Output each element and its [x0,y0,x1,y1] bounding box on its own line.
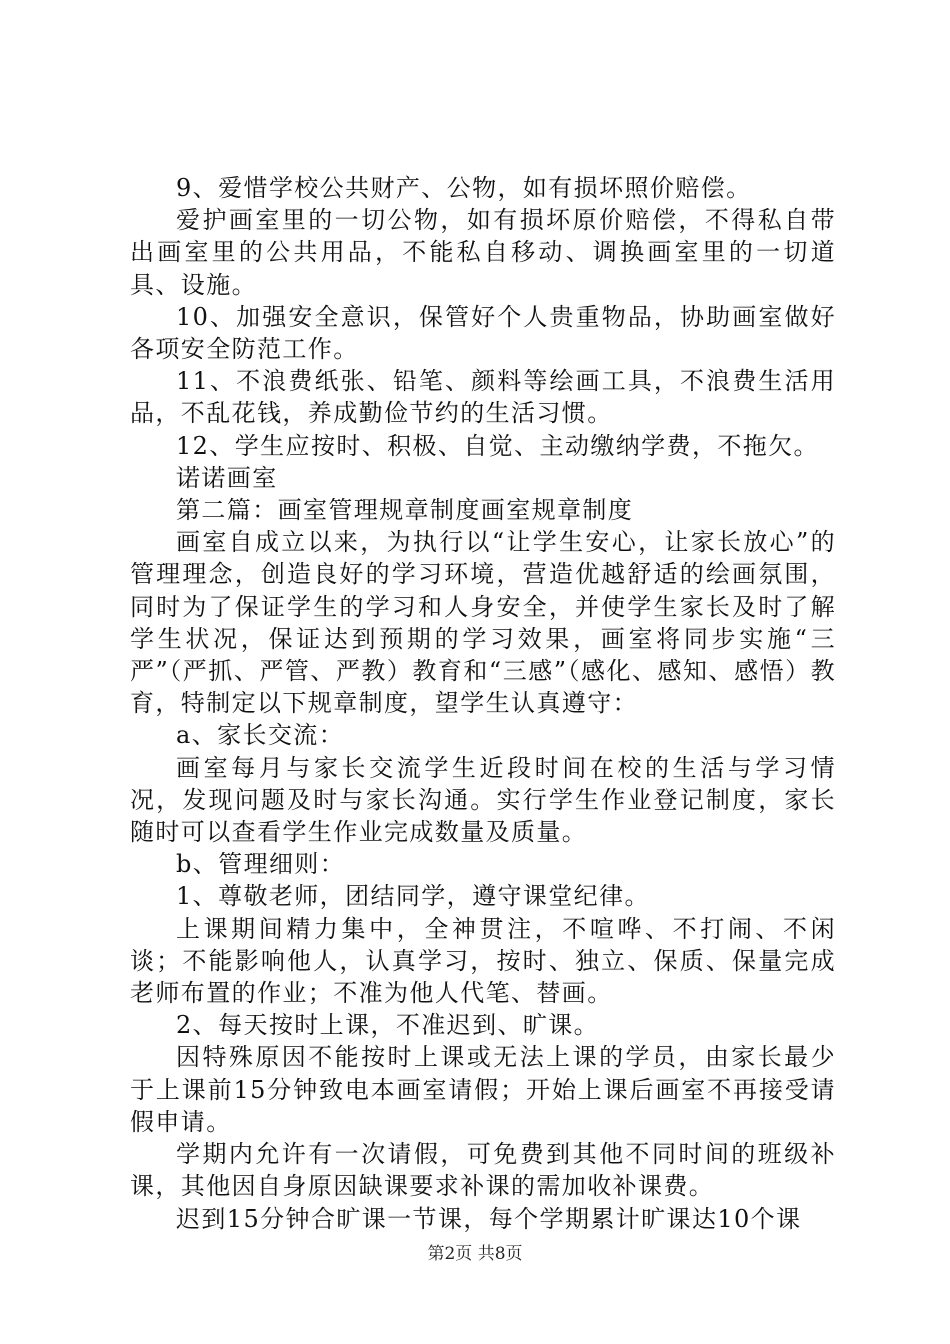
section-heading: 第二篇：画室管理规章制度画室规章制度 [176,496,634,525]
subheading-management-rules: b、管理细则： [176,850,346,879]
paragraph-rule-12: 12、学生应按时、积极、自觉、主动缴纳学费，不拖欠。 [176,431,819,460]
paragraph-lateness: 迟到15分钟合旷课一节课，每个学期累计旷课达10个课 [176,1204,802,1233]
paragraph-rule-9-detail: 爱护画室里的一切公物，如有损坏原价赔偿，不得私自带出画室里的公共用品，不能私自移动、调换画室里的一切道具、设施。 [130,206,836,299]
paragraph-rule-9: 9、爱惜学校公共财产、公物，如有损坏照价赔偿。 [176,174,752,202]
paragraph-make-up-class: 学期内允许有一次请假，可免费到其他不同时间的班级补课，其他因自身原因缺课要求补课的需加收补课费。 [130,1140,836,1201]
paragraph-intro: 画室自成立以来，为执行以“让学生安心，让家长放心”的管理理念，创造良好的学习环境，营造优越舒适的绘画氛围，同时为了保证学生的学习和人身安全，并使学生家长及时了解学生状况，保证达到预期的学习效果，画室将同步实施“三严”（严抓、严管、严教）教育和“三感”（感化、感知、感悟）教育，特制定以下规章制度，望学生认真遵守： [130,528,836,718]
paragraph-rule-2: 2、每天按时上课，不准迟到、旷课。 [176,1011,600,1040]
paragraph-rule-11: 11、不浪费纸张、铅笔、颜料等绘画工具，不浪费生活用品，不乱花钱，养成勤俭节约的生活习惯。 [130,367,836,428]
paragraph-rule-1-detail: 上课期间精力集中，全神贯注，不喧哗、不打闹、不闲谈；不能影响他人，认真学习，按时、独立、保质、保量完成老师布置的作业；不准为他人代笔、替画。 [130,914,836,1008]
studio-signature: 诺诺画室 [176,463,278,492]
paragraph-parent-communication: 画室每月与家长交流学生近段时间在校的生活与学习情况，发现问题及时与家长沟通。实行学生作业登记制度，家长随时可以查看学生作业完成数量及质量。 [130,753,836,847]
paragraph-leave-request: 因特殊原因不能按时上课或无法上课的学员，由家长最少于上课前15分钟致电本画室请假；开始上课后画室不再接受请假申请。 [130,1043,836,1136]
document-body [130,172,836,1235]
subheading-parent-communication: a、家长交流： [176,721,345,750]
paragraph-rule-1: 1、尊敬老师，团结同学，遵守课堂纪律。 [176,882,650,911]
paragraph-rule-10: 10、加强安全意识，保管好个人贵重物品，协助画室做好各项安全防范工作。 [130,302,836,364]
page-indicator: 第2页 共8页 [427,1244,523,1264]
